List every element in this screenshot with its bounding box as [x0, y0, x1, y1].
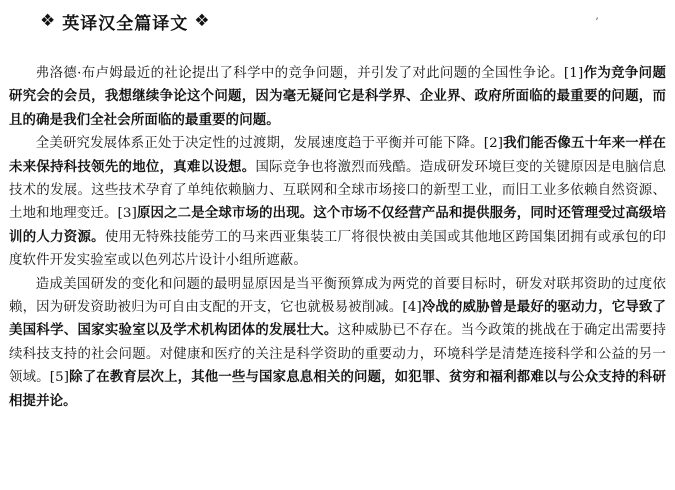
- text-segment: [1]: [563, 66, 584, 81]
- paragraph-1: [9, 62, 666, 132]
- article-title: 英译汉全篇译文: [62, 13, 189, 34]
- paragraph-2: [9, 132, 666, 272]
- bold-text-segment: 作为竞争问题研究会的会员，我想继续争论这个问题，因为毫无疑问它是科学界、企业界、政府所面临的最重要的问题，而且的确是我们全社会所面临的最重要的问题。: [9, 65, 666, 128]
- text-segment: 这种威胁已不存在。当今政策的挑战在于确定出需要持续科技支持的社会问题。对健康和医疗的关注是科学资助的重要动力，环境科学是清楚连接科学和公益的另一领域。[5]: [9, 323, 666, 386]
- text-segment: 弗洛德·布卢姆最近的社论提出了科学中的竞争问题，并引发了对此问题的全国性争论。: [35, 66, 564, 81]
- text-segment: 使用无特殊技能劳工的马来西亚集装工厂将很快被由美国或其他地区跨国集团拥有或承包的印度软件开发实验室或以色列芯片设计小组所遮蔽。: [9, 229, 666, 269]
- bold-text-segment: 我们能否像五十年来一样在未来保持科技领先的地位，真难以设想。: [9, 135, 666, 175]
- article-heading: [40, 8, 211, 34]
- translation-body: [9, 62, 666, 413]
- text-segment: 国际竞争也将激烈而残酷。造成研发环境巨变的关键原因是电脑信息技术的发展。这些技术孕育了单纯依赖脑力、互联网和全球市场接口的新型工业，而旧工业多依赖自然资源、土地和地理变迁。[3]: [9, 159, 667, 222]
- diamond-ornament-icon: ❖: [40, 10, 57, 31]
- bold-text-segment: 冷战的威胁曾是最好的驱动力，它导致了美国科学、国家实验室以及学术机构团体的发展壮大。: [9, 299, 667, 339]
- bold-text-segment: 除了在教育层次上，其他一些与国家息息相关的问题，如犯罪、贫穷和福利都难以与公众支持的科研相提并论。: [9, 369, 666, 409]
- text-segment: 造成美国研发的变化和问题的最明显原因是当平衡预算成为两党的首要目标时，研发对联邦资助的过度依赖，因为研发资助被归为可自由支配的开支，它也就极易被削减。[4]: [9, 276, 666, 316]
- scan-speck: ʼ: [595, 17, 599, 28]
- text-segment: 全美研究发展体系正处于决定性的过渡期，发展速度趋于平衡并可能下降。[2]: [35, 136, 504, 152]
- paragraph-3: [9, 273, 666, 413]
- diamond-ornament-icon: ❖: [194, 10, 211, 31]
- bold-text-segment: 原因之二是全球市场的出现。这个市场不仅经营产品和提供服务，同时还管理受过高级培训的人力资源。: [9, 205, 666, 245]
